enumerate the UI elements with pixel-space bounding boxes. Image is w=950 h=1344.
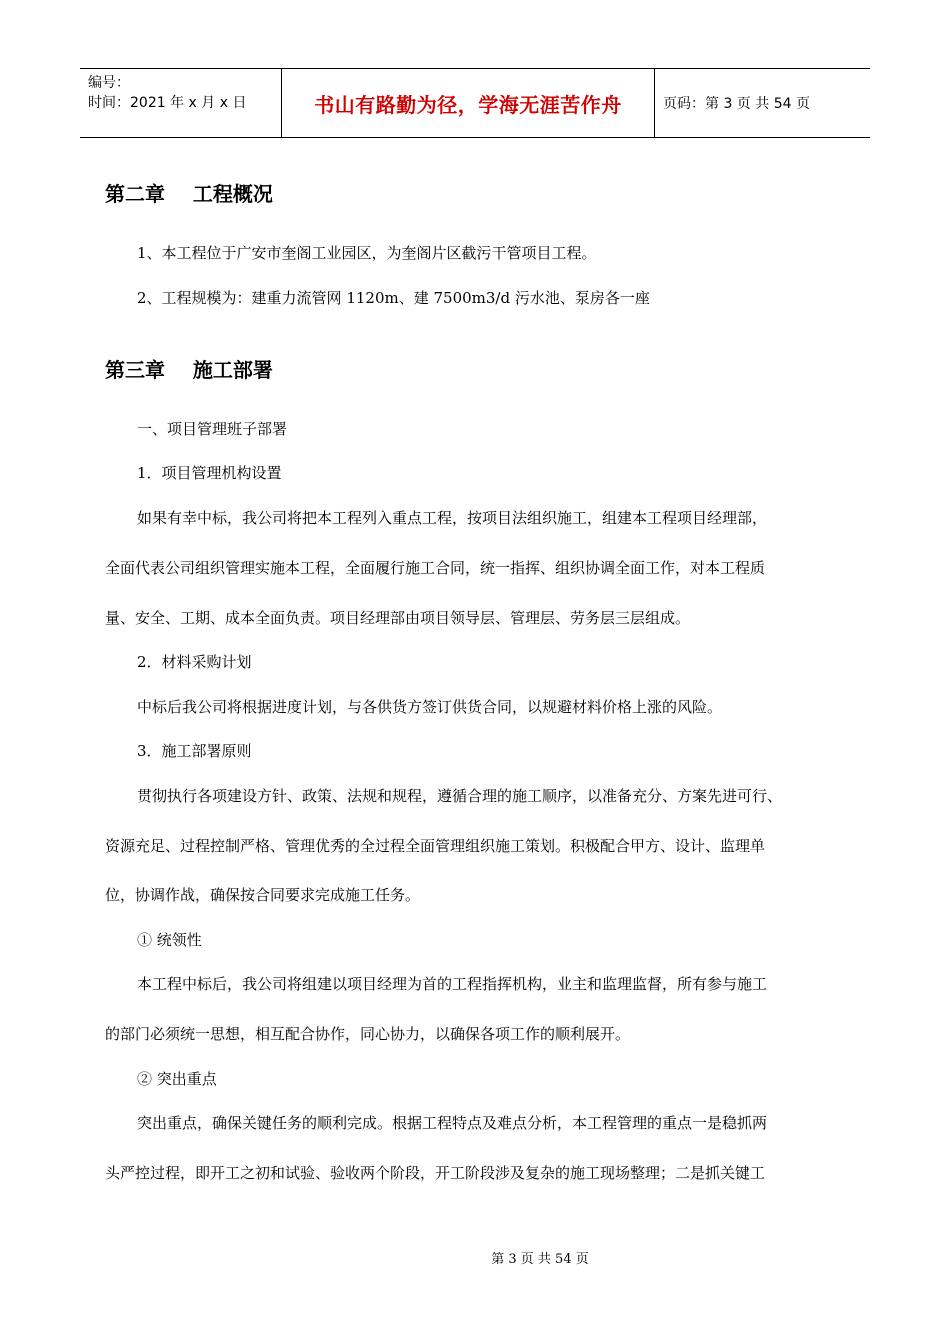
- header-page-info: [655, 69, 870, 137]
- document-header: [80, 68, 870, 138]
- page-footer: 第 3 页 共 54 页: [491, 1252, 589, 1267]
- paragraph-line: 全面代表公司组织管理实施本工程，全面履行施工合同，统一指挥、组织协调全面工作，对本工程质: [105, 559, 766, 577]
- paragraph-line: 量、安全、工期、成本全面负责。项目经理部由项目领导层、管理层、劳务层三层组成。: [105, 609, 691, 627]
- number-label: 编号：: [88, 75, 130, 91]
- header-meta: [80, 69, 282, 137]
- paragraph-line: 位，协调作战，确保按合同要求完成施工任务。: [105, 886, 421, 904]
- paragraph-line: 的部门必须统一思想，相互配合协作，同心协力，以确保各项工作的顺利展开。: [105, 1025, 631, 1043]
- chapter-3-title: 第三章 施工部署: [105, 358, 273, 382]
- paragraph-line: 中标后我公司将根据进度计划，与各供货方签订供货合同，以规避材料价格上涨的风险。: [137, 698, 723, 716]
- paragraph-line: 资源充足、过程控制严格、管理优秀的全过程全面管理组织施工策划。积极配合甲方、设计、监理单: [105, 837, 766, 855]
- page-info-text: 页码：第 3 页 共 54 页: [663, 96, 810, 112]
- section-heading: 一、项目管理班子部署: [137, 420, 288, 438]
- header-motto: [282, 69, 655, 137]
- list-item-heading: ② 突出重点: [137, 1070, 217, 1088]
- list-item-heading: ① 统领性: [137, 931, 202, 949]
- subsection-heading: 3．施工部署原则: [137, 742, 252, 760]
- motto-text: 书山有路勤为径，学海无涯苦作舟: [314, 92, 622, 117]
- chapter-2-title: 第二章 工程概况: [105, 182, 273, 206]
- paragraph-line: 如果有幸中标，我公司将把本工程列入重点工程，按项目法组织施工，组建本工程项目经理部，: [137, 509, 768, 527]
- paragraph-line: 贯彻执行各项建设方针、政策、法规和规程，遵循合理的施工顺序，以准备充分、方案先进可行、: [137, 787, 783, 805]
- paragraph-line: 突出重点，确保关键任务的顺利完成。根据工程特点及难点分析，本工程管理的重点一是稳抓两: [137, 1114, 768, 1132]
- chapter-2-item-2: 2、工程规模为：建重力流管网 1120m、建 7500m3/d 污水池、泵房各一座: [137, 289, 650, 307]
- date-label: 时间：2021 年 x 月 x 日: [88, 95, 247, 111]
- subsection-heading: 2．材料采购计划: [137, 653, 252, 671]
- paragraph-line: 头严控过程，即开工之初和试验、验收两个阶段，开工阶段涉及复杂的施工现场整理；二是抓关键工: [105, 1164, 766, 1182]
- chapter-2-item-1: 1、本工程位于广安市奎阁工业园区，为奎阁片区截污干管项目工程。: [137, 244, 597, 262]
- subsection-heading: 1．项目管理机构设置: [137, 464, 282, 482]
- paragraph-line: 本工程中标后，我公司将组建以项目经理为首的工程指挥机构，业主和监理监督，所有参与施工: [137, 975, 768, 993]
